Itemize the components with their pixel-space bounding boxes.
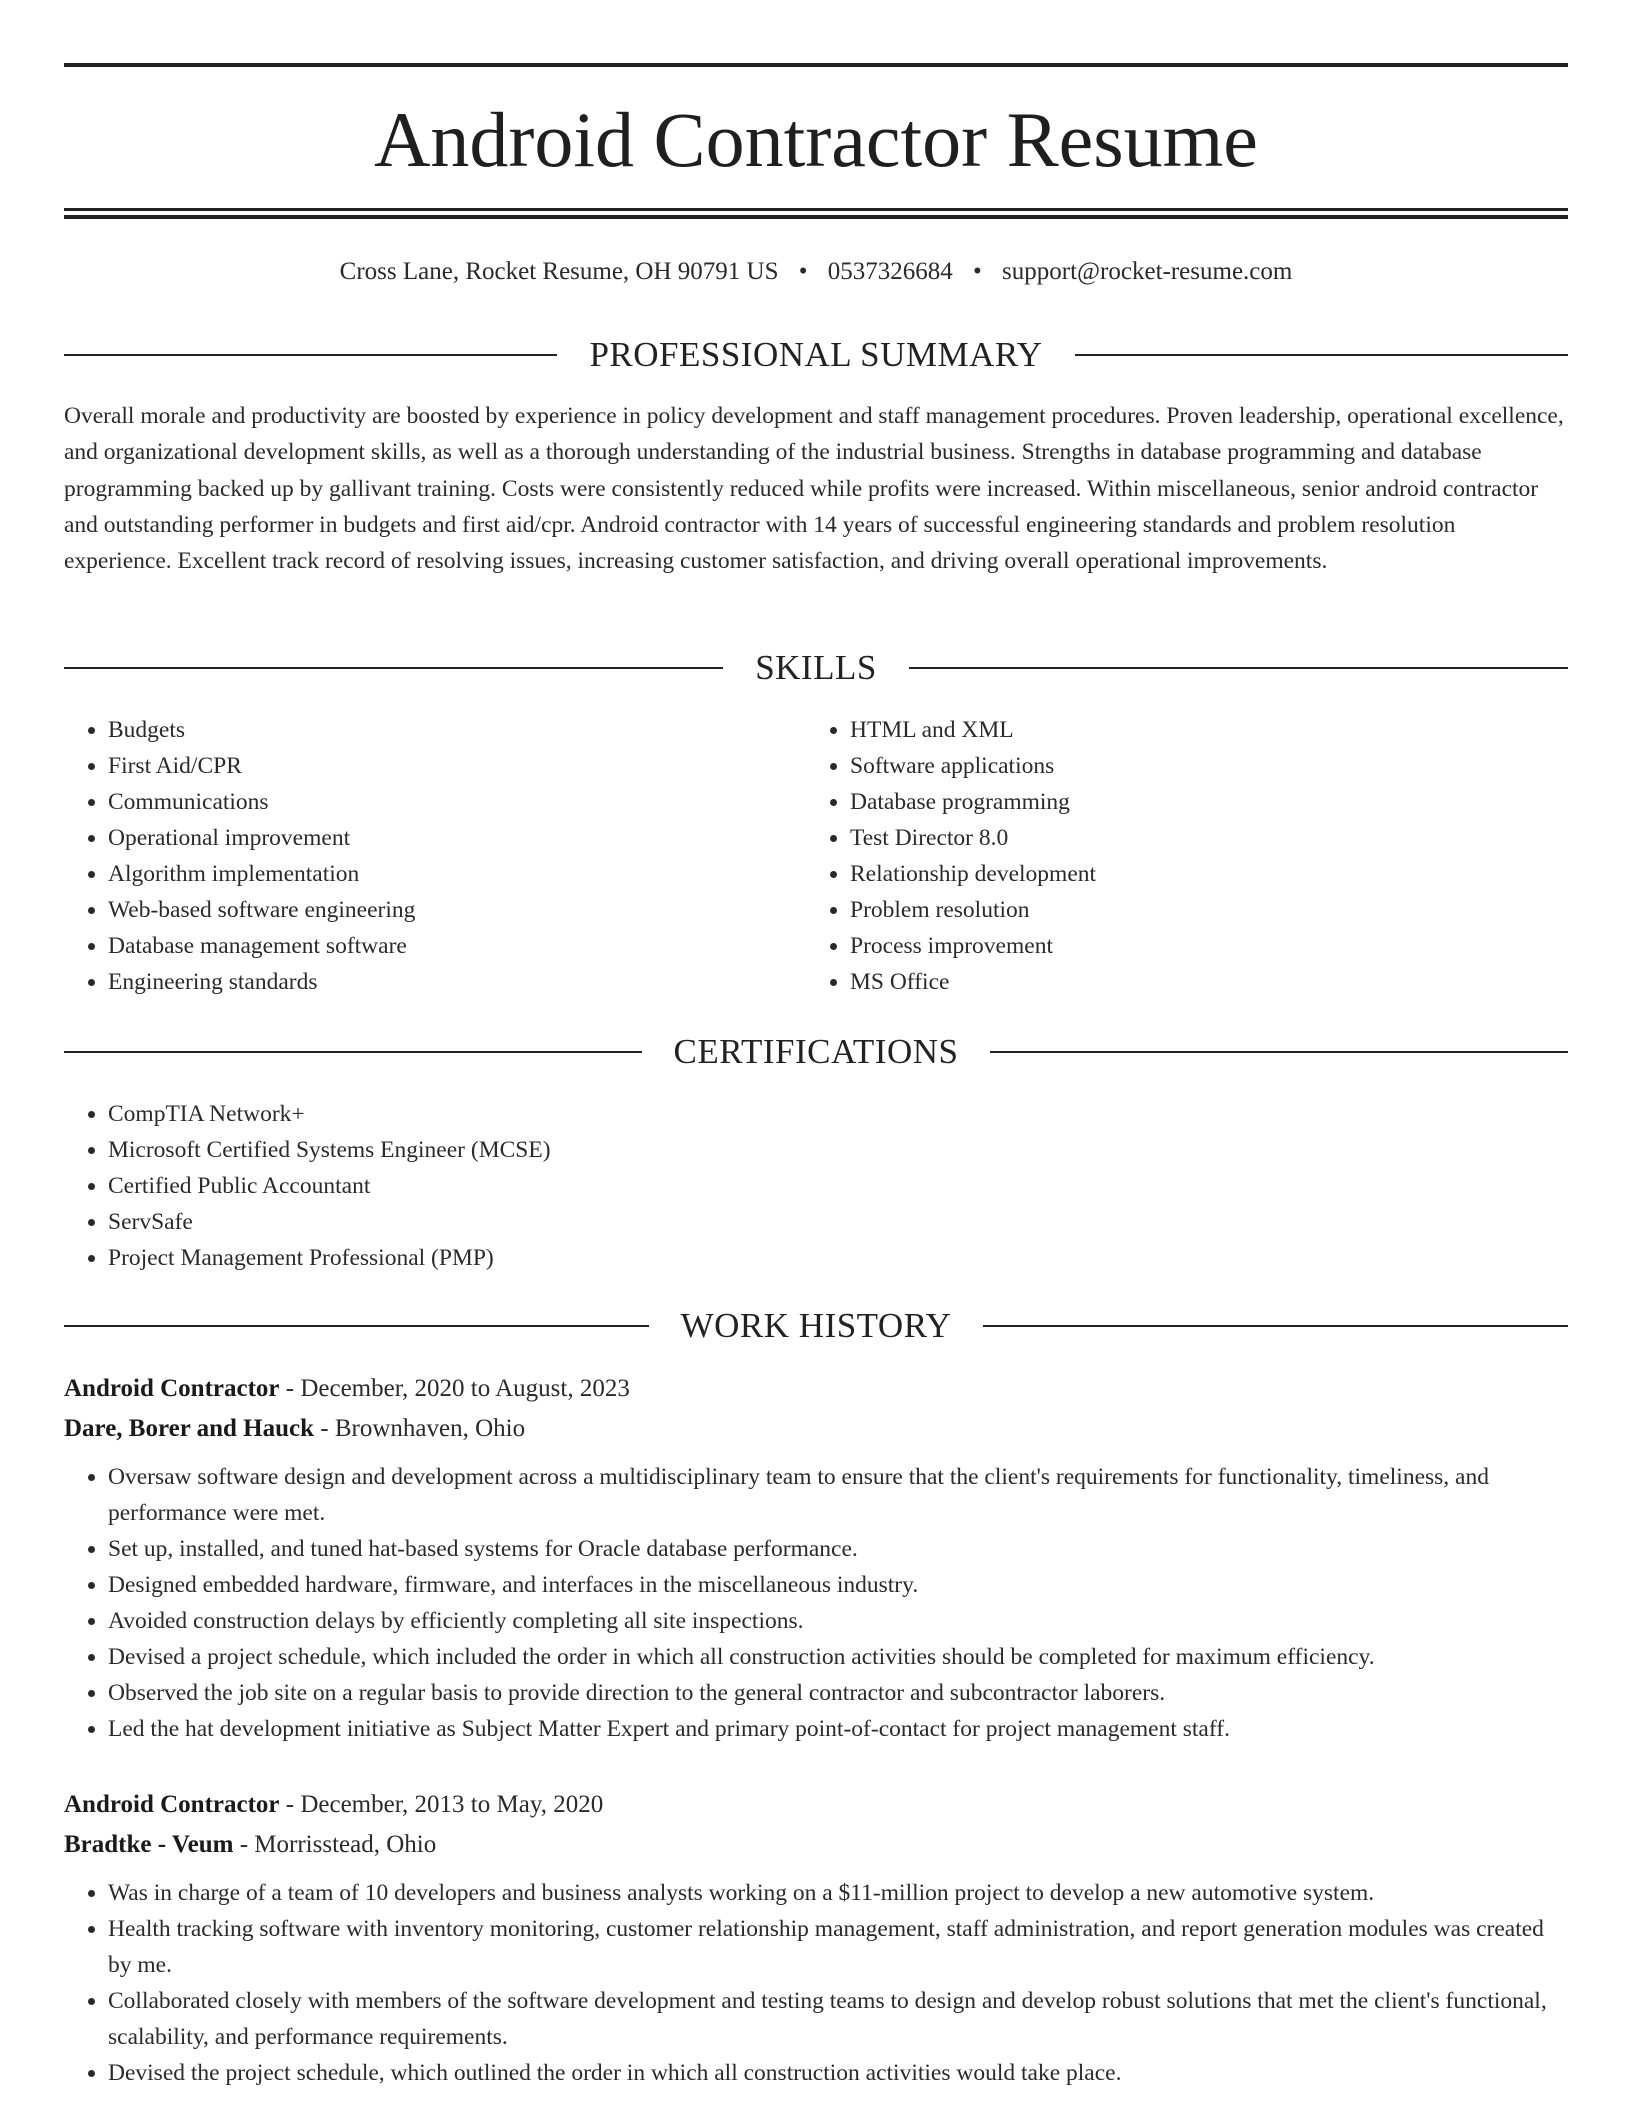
skill-item: • Relationship development [850, 856, 1506, 892]
certification-item: • Certified Public Accountant [108, 1168, 1568, 1204]
heading-rule [909, 667, 1568, 669]
certification-item: • Microsoft Certified Systems Engineer (MCSE) [108, 1132, 1568, 1168]
job-company-line [64, 1825, 1568, 1865]
job-company-line [64, 1409, 1568, 1449]
job-duty: • Was in charge of a team of 10 developers and business analysts working on a $11-million project to develop a new automotive system. [108, 1875, 1568, 1911]
job-duty: • Health tracking software with inventory monitoring, customer relationship management, staff administration, and report generation modules was created by me. [108, 1911, 1568, 1983]
skill-item: • HTML and XML [850, 712, 1506, 748]
contact-separator: • [798, 258, 808, 285]
skill-item: • Problem resolution [850, 892, 1506, 928]
top-rule [64, 63, 1568, 67]
job-duties [64, 1459, 1568, 1747]
job-duty: • Designed embedded hardware, firmware, and interfaces in the miscellaneous industry. [108, 1567, 1568, 1603]
page-title: Android Contractor Resume [374, 96, 1258, 183]
section-title: PROFESSIONAL SUMMARY [589, 335, 1043, 374]
job-location: - Brownhaven, Ohio [314, 1415, 526, 1442]
section-heading-work-history [64, 1302, 1568, 1350]
skill-item: • Budgets [108, 712, 764, 748]
job-title: Android Contractor [64, 1791, 280, 1818]
section-title: WORK HISTORY [680, 1306, 952, 1345]
skill-item: • MS Office [850, 964, 1506, 1000]
summary-paragraph: Overall morale and productivity are boosted by experience in policy development and staff management procedures. Proven leadership, operational excellence, and organizational development skills, as well as a thorough understanding of the industrial business. Strengths in database programming and database programming backed up by gallivant training. Costs were consistently reduced while profits were increased. Within miscellaneous, senior android contractor and outstanding performer in budgets and first aid/cpr. Android contractor with 14 years of successful engineering standards and problem resolution experience. Excellent track record of resolving issues, increasing customer satisfaction, and driving overall operational improvements. [64, 403, 1564, 575]
job-company: Dare, Borer and Hauck [64, 1415, 315, 1442]
heading-rule [1075, 354, 1568, 356]
job-company: Bradtke - Veum [64, 1831, 234, 1858]
skill-item: • Test Director 8.0 [850, 820, 1506, 856]
job-duty: • Avoided construction delays by efficiently completing all site inspections. [108, 1603, 1568, 1639]
job-title-line [64, 1369, 1568, 1409]
job-duty: • Collaborated closely with members of the software development and testing teams to design and develop robust solutions that met the client's functional, scalability, and performance requirements. [108, 1983, 1568, 2055]
job-duty: • Oversaw software design and development across a multidisciplinary team to ensure that the client's requirements for functionality, timeliness, and performance were met. [108, 1459, 1568, 1531]
job-entry [64, 1369, 1568, 1747]
job-dates: - December, 2020 to August, 2023 [279, 1375, 630, 1402]
section-title: SKILLS [755, 648, 877, 687]
contact-phone: 0537326684 [827, 258, 953, 285]
skill-item: • Web-based software engineering [108, 892, 764, 928]
certification-item: • CompTIA Network+ [108, 1096, 1568, 1132]
section-heading-summary [64, 331, 1568, 379]
contact-line [64, 252, 1568, 292]
heading-rule [64, 354, 557, 356]
job-location: - Morrisstead, Ohio [233, 1831, 437, 1858]
certification-item: • Project Management Professional (PMP) [108, 1240, 1568, 1276]
heading-rule [990, 1051, 1568, 1053]
job-title-line [64, 1785, 1568, 1825]
job-dates: - December, 2013 to May, 2020 [279, 1791, 604, 1818]
heading-rule [64, 667, 723, 669]
section-heading-certifications [64, 1028, 1568, 1076]
contact-email: support@rocket-resume.com [1002, 258, 1293, 285]
job-entry [64, 1785, 1568, 2091]
skill-item: • Engineering standards [108, 964, 764, 1000]
contact-separator: • [973, 258, 982, 285]
heading-rule [64, 1325, 649, 1327]
section-heading-skills [64, 644, 1568, 692]
skills-column-left [64, 712, 764, 1000]
skill-item: • Process improvement [850, 928, 1506, 964]
title-rule-upper [64, 208, 1568, 211]
skill-item: • Database programming [850, 784, 1506, 820]
skills-column-right [806, 712, 1506, 1000]
heading-rule [983, 1325, 1568, 1327]
skill-item: • Operational improvement [108, 820, 764, 856]
job-duty: • Devised the project schedule, which outlined the order in which all construction activities would take place. [108, 2055, 1568, 2091]
skill-item: • Algorithm implementation [108, 856, 764, 892]
job-duty: • Observed the job site on a regular basis to provide direction to the general contractor and subcontractor laborers. [108, 1675, 1568, 1711]
title-rule-lower [64, 215, 1568, 219]
job-duties [64, 1875, 1568, 2091]
job-duty: • Set up, installed, and tuned hat-based systems for Oracle database performance. [108, 1531, 1568, 1567]
heading-rule [64, 1051, 642, 1053]
job-duty: • Led the hat development initiative as Subject Matter Expert and primary point-of-contact for project management staff. [108, 1711, 1568, 1747]
section-title: CERTIFICATIONS [673, 1032, 959, 1071]
skill-item: • Database management software [108, 928, 764, 964]
job-duty: • Devised a project schedule, which included the order in which all construction activities should be completed for maximum efficiency. [108, 1639, 1568, 1675]
certification-item: • ServSafe [108, 1204, 1568, 1240]
skill-item: • First Aid/CPR [108, 748, 764, 784]
skill-item: • Communications [108, 784, 764, 820]
skill-item: • Software applications [850, 748, 1506, 784]
job-title: Android Contractor [64, 1375, 280, 1402]
contact-address: Cross Lane, Rocket Resume, OH 90791 US [339, 258, 779, 285]
certifications-list [64, 1096, 1568, 1276]
